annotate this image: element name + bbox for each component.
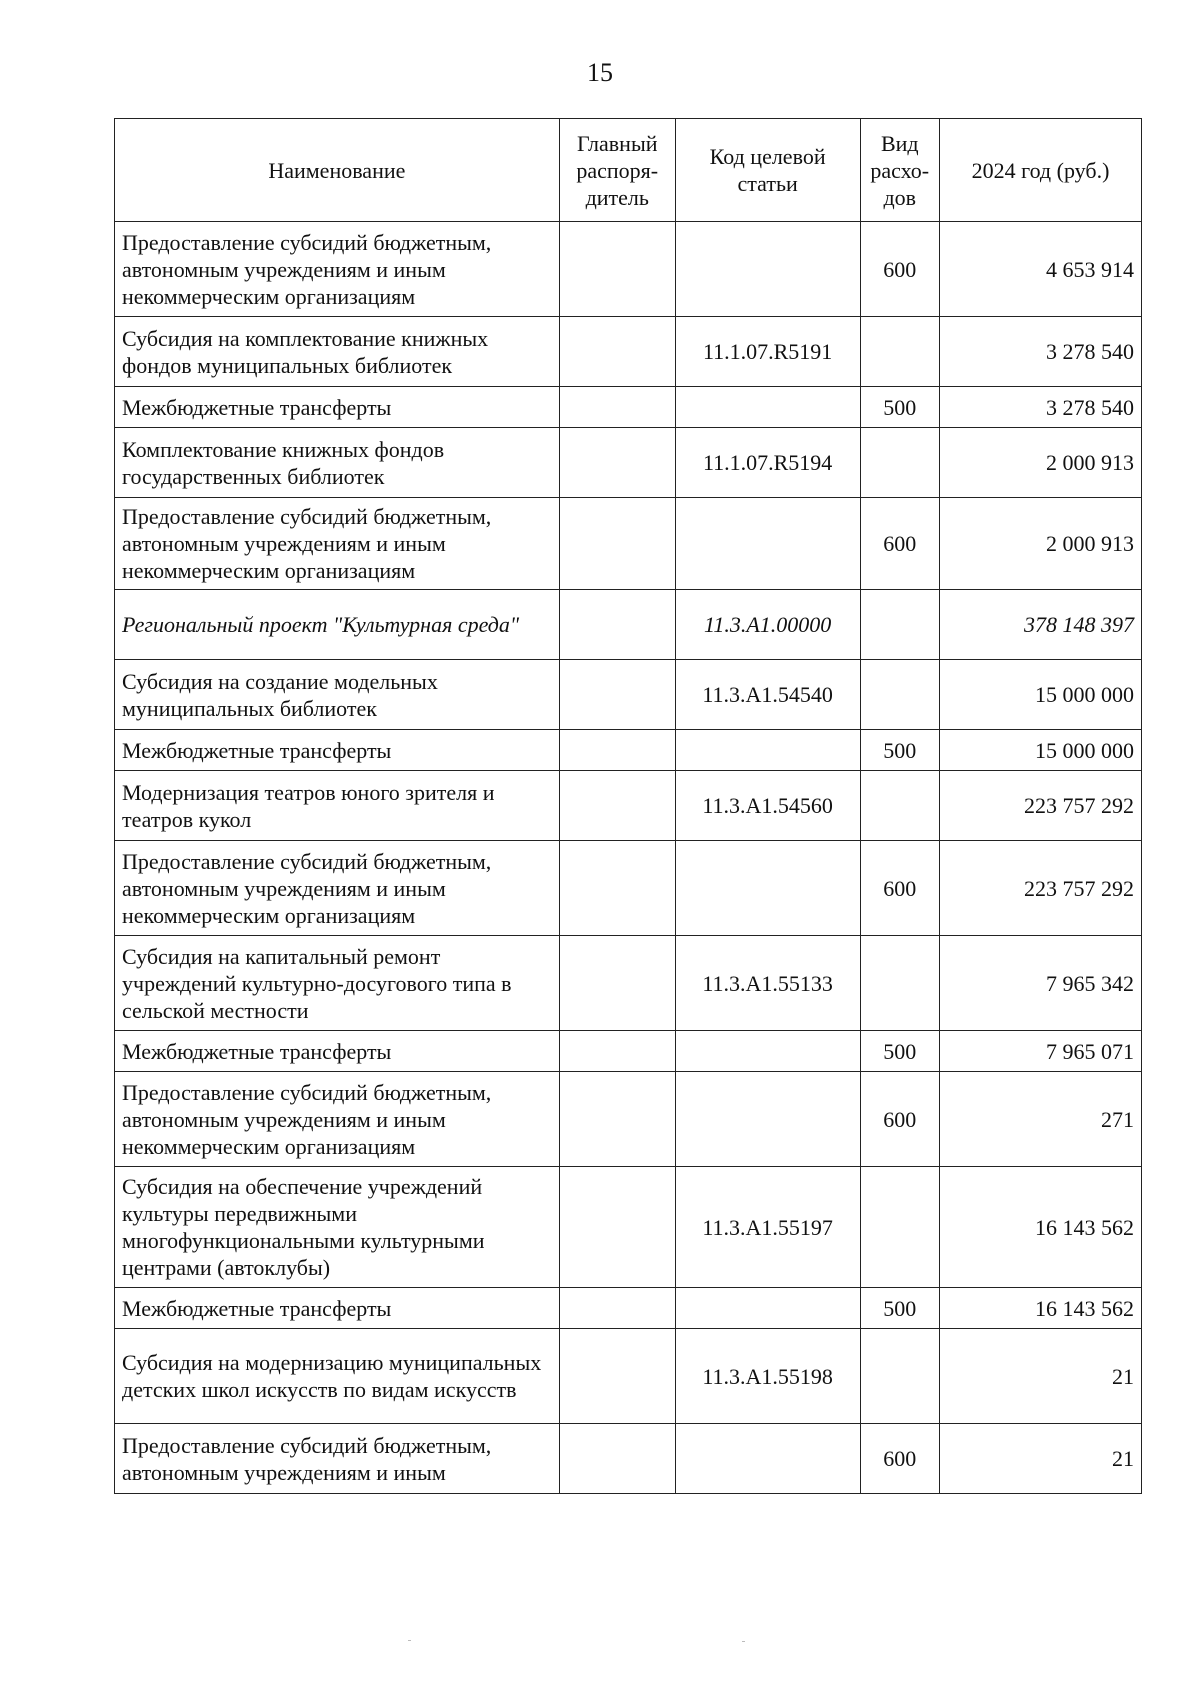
cell-name: Межбюджетные трансферты: [115, 1031, 560, 1072]
cell-code: [675, 730, 860, 771]
cell-name: Предоставление субсидий бюджетным, автономным учреждениям и иным некоммерческим организациям: [115, 498, 560, 590]
cell-amount: 378 148 397: [940, 590, 1142, 660]
cell-kind: 600: [860, 1424, 939, 1494]
cell-name: Межбюджетные трансферты: [115, 730, 560, 771]
cell-amount: 3 278 540: [940, 387, 1142, 428]
cell-kind: [860, 660, 939, 730]
scan-speck: [742, 1641, 745, 1642]
cell-kind: 600: [860, 841, 939, 936]
cell-kind: 500: [860, 1288, 939, 1329]
table-row: [115, 317, 1142, 387]
cell-amount: 16 143 562: [940, 1167, 1142, 1288]
cell-code: [675, 1424, 860, 1494]
cell-grbs: [559, 1424, 675, 1494]
table-body: [115, 222, 1142, 1494]
cell-grbs: [559, 590, 675, 660]
cell-code: 11.3.А1.55197: [675, 1167, 860, 1288]
cell-kind: 600: [860, 1072, 939, 1167]
cell-amount: 21: [940, 1329, 1142, 1424]
cell-amount: 271: [940, 1072, 1142, 1167]
cell-amount: 15 000 000: [940, 660, 1142, 730]
cell-grbs: [559, 936, 675, 1031]
cell-amount: 7 965 071: [940, 1031, 1142, 1072]
cell-kind: 500: [860, 1031, 939, 1072]
cell-code: 11.3.А1.55198: [675, 1329, 860, 1424]
table-row: [115, 1288, 1142, 1329]
header-code: Код целевой статьи: [675, 119, 860, 222]
header-grbs: Главный распоря- дитель: [559, 119, 675, 222]
cell-kind: [860, 936, 939, 1031]
cell-name: Межбюджетные трансферты: [115, 387, 560, 428]
table-row: [115, 730, 1142, 771]
cell-amount: 2 000 913: [940, 498, 1142, 590]
cell-grbs: [559, 1167, 675, 1288]
cell-amount: 4 653 914: [940, 222, 1142, 317]
header-kind: Вид расхо- дов: [860, 119, 939, 222]
table-row: [115, 771, 1142, 841]
cell-amount: 21: [940, 1424, 1142, 1494]
cell-kind: [860, 428, 939, 498]
cell-grbs: [559, 498, 675, 590]
cell-kind: [860, 771, 939, 841]
cell-code: [675, 841, 860, 936]
cell-name: Субсидия на модернизацию муниципальных детских школ искусств по видам искусств: [115, 1329, 560, 1424]
cell-code: [675, 1072, 860, 1167]
cell-amount: 15 000 000: [940, 730, 1142, 771]
budget-table: [114, 118, 1142, 1494]
cell-code: [675, 1031, 860, 1072]
table-row: [115, 1329, 1142, 1424]
table-header: [115, 119, 1142, 222]
cell-kind: 600: [860, 498, 939, 590]
table-row: [115, 1167, 1142, 1288]
table-row: [115, 222, 1142, 317]
cell-name: Региональный проект "Культурная среда": [115, 590, 560, 660]
cell-name: Предоставление субсидий бюджетным, автономным учреждениям и иным некоммерческим организациям: [115, 1072, 560, 1167]
cell-grbs: [559, 660, 675, 730]
cell-code: 11.3.А1.55133: [675, 936, 860, 1031]
cell-name: Комплектование книжных фондов государственных библиотек: [115, 428, 560, 498]
cell-kind: [860, 317, 939, 387]
cell-grbs: [559, 387, 675, 428]
table-row: [115, 498, 1142, 590]
table-row: [115, 660, 1142, 730]
cell-amount: 7 965 342: [940, 936, 1142, 1031]
cell-grbs: [559, 771, 675, 841]
cell-name: Межбюджетные трансферты: [115, 1288, 560, 1329]
table-row: [115, 428, 1142, 498]
cell-amount: 223 757 292: [940, 841, 1142, 936]
cell-kind: [860, 1167, 939, 1288]
table-row: [115, 1072, 1142, 1167]
cell-code: 11.3.А1.54540: [675, 660, 860, 730]
cell-code: 11.1.07.R5194: [675, 428, 860, 498]
header-name: Наименование: [115, 119, 560, 222]
cell-name: Субсидия на капитальный ремонт учреждений культурно-досугового типа в сельской местности: [115, 936, 560, 1031]
cell-grbs: [559, 1329, 675, 1424]
cell-grbs: [559, 1072, 675, 1167]
cell-code: [675, 498, 860, 590]
page-number: 15: [587, 58, 613, 87]
cell-amount: 16 143 562: [940, 1288, 1142, 1329]
cell-grbs: [559, 317, 675, 387]
table-row: [115, 841, 1142, 936]
cell-amount: 223 757 292: [940, 771, 1142, 841]
cell-kind: 500: [860, 730, 939, 771]
header-year: 2024 год (руб.): [940, 119, 1142, 222]
cell-name: Субсидия на комплектование книжных фондов муниципальных библиотек: [115, 317, 560, 387]
cell-name: Субсидия на создание модельных муниципальных библиотек: [115, 660, 560, 730]
cell-grbs: [559, 1288, 675, 1329]
table-row: [115, 1424, 1142, 1494]
header-row: [115, 119, 1142, 222]
table-row: [115, 936, 1142, 1031]
cell-grbs: [559, 222, 675, 317]
table-row: [115, 590, 1142, 660]
cell-amount: 2 000 913: [940, 428, 1142, 498]
cell-name: Субсидия на обеспечение учреждений культуры передвижными многофункциональными культурными центрами (автоклубы): [115, 1167, 560, 1288]
cell-kind: [860, 1329, 939, 1424]
cell-name: Предоставление субсидий бюджетным, автономным учреждениям и иным некоммерческим организациям: [115, 841, 560, 936]
cell-amount: 3 278 540: [940, 317, 1142, 387]
cell-code: [675, 222, 860, 317]
cell-code: [675, 1288, 860, 1329]
cell-name: Предоставление субсидий бюджетным, автономным учреждениям и иным некоммерческим организациям: [115, 222, 560, 317]
cell-grbs: [559, 1031, 675, 1072]
cell-name: Предоставление субсидий бюджетным, автономным учреждениям и иным: [115, 1424, 560, 1494]
table-row: [115, 387, 1142, 428]
cell-code: [675, 387, 860, 428]
cell-grbs: [559, 730, 675, 771]
cell-kind: 600: [860, 222, 939, 317]
cell-grbs: [559, 841, 675, 936]
cell-code: 11.3.А1.00000: [675, 590, 860, 660]
cell-kind: [860, 590, 939, 660]
cell-kind: 500: [860, 387, 939, 428]
cell-code: 11.1.07.R5191: [675, 317, 860, 387]
cell-grbs: [559, 428, 675, 498]
scan-speck: [408, 1640, 411, 1641]
cell-name: Модернизация театров юного зрителя и театров кукол: [115, 771, 560, 841]
table-row: [115, 1031, 1142, 1072]
cell-code: 11.3.А1.54560: [675, 771, 860, 841]
